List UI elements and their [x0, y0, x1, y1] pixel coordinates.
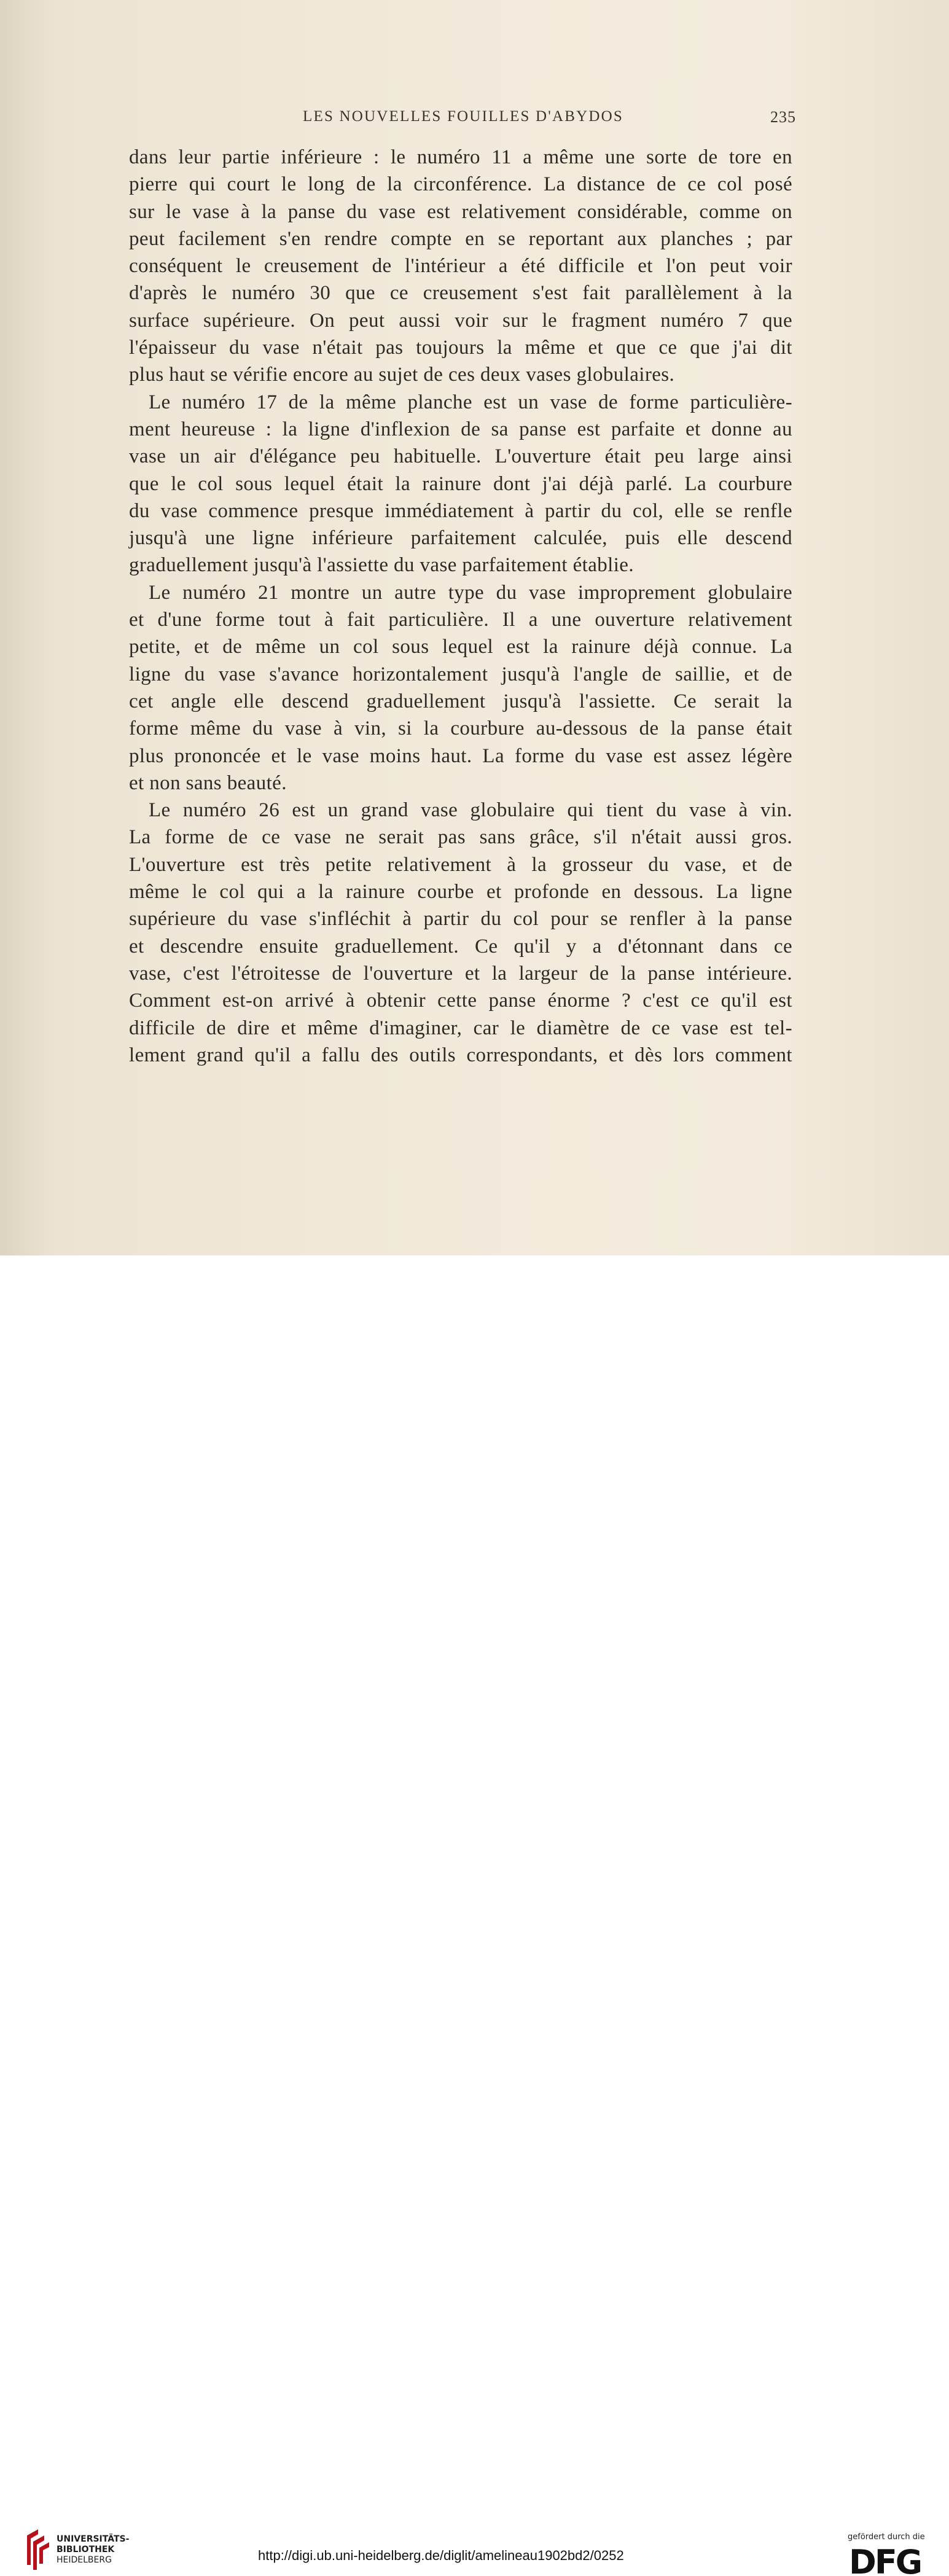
footer-bar — [0, 1255, 949, 2576]
text-line: que le col sous lequel était la rainure dont j'ai déjà parlé. La courbure — [129, 472, 792, 495]
scanned-page — [0, 0, 949, 1255]
library-name-line: UNIVERSITÄTS- — [57, 2534, 130, 2544]
text-line: plus haut se vérifie encore au sujet de ces deux vases globulaires. — [129, 364, 675, 386]
text-line: supérieure du vase s'infléchit à partir du col pour se renfler à la panse — [129, 908, 792, 931]
funded-by-label: gefördert durch die — [848, 2532, 925, 2542]
text-line: ment heureuse : la ligne d'inflexion de sa panse est parfaite et donne au — [129, 418, 792, 440]
text-line: du vase commence presque immédiatement à partir du col, elle se renfle — [129, 499, 792, 522]
page-number: 235 — [770, 108, 796, 126]
running-title: LES NOUVELLES FOUILLES D'ABYDOS — [303, 108, 624, 125]
library-name-line: BIBLIOTHEK — [57, 2545, 115, 2555]
text-line: jusqu'à une ligne inférieure parfaitement calculée, puis elle descend — [129, 527, 792, 550]
text-line: La forme de ce vase ne serait pas sans grâce, s'il n'était aussi gros. — [129, 826, 792, 849]
library-name-line: HEIDELBERG — [57, 2555, 112, 2565]
text-line: sur le vase à la panse du vase est relativement considérable, comme on — [129, 200, 792, 223]
body-text — [129, 144, 792, 1069]
permalink[interactable]: http://digi.ub.uni-heidelberg.de/diglit/amelineau1902bd2/0252 — [258, 2548, 624, 2563]
text-line: Comment est-on arrivé à obtenir cette panse énorme ? c'est ce qu'il est — [129, 989, 792, 1012]
text-line: surface supérieure. On peut aussi voir sur le fragment numéro 7 que — [129, 309, 792, 332]
text-line: plus prononcée et le vase moins haut. La forme du vase est assez légère — [129, 744, 792, 767]
text-line: vase, c'est l'étroitesse de l'ouverture et la largeur de la panse intérieure. — [129, 962, 792, 985]
dfg-logo-icon — [849, 2545, 932, 2576]
text-line: Le numéro 17 de la même planche est un vase de forme particulière- — [149, 391, 792, 413]
page-header — [134, 108, 796, 133]
text-line: Le numéro 26 est un grand vase globulaire qui tient du vase à vin. — [149, 799, 792, 822]
text-line: L'ouverture est très petite relativement à la grosseur du vase, et de — [129, 853, 792, 876]
text-line: forme même du vase à vin, si la courbure au-dessous de la panse était — [129, 717, 792, 740]
text-line: d'après le numéro 30 que ce creusement s'est fait parallèlement à la — [129, 282, 792, 305]
text-line: cet angle elle descend graduellement jusqu'à l'assiette. Ce serait la — [129, 690, 792, 712]
text-line: et d'une forme tout à fait particulière. Il a une ouverture relativement — [129, 609, 792, 631]
text-line: et non sans beauté. — [129, 771, 287, 794]
text-line: Le numéro 21 montre un autre type du vase improprement globulaire — [149, 581, 792, 604]
text-line: difficile de dire et même d'imaginer, car le diamètre de ce vase est tel- — [129, 1017, 792, 1039]
dfg-logo-text: DFG — [849, 2545, 921, 2576]
text-line: pierre qui court le long de la circonférence. La distance de ce col posé — [129, 173, 792, 196]
text-line: peut facilement s'en rendre compte en se reportant aux planches ; par — [129, 227, 792, 250]
text-line: conséquent le creusement de l'intérieur a été difficile et l'on peut voir — [129, 255, 792, 278]
library-logo-icon — [23, 2528, 50, 2571]
text-line: graduellement jusqu'à l'assiette du vase parfaitement établie. — [129, 554, 634, 577]
text-line: dans leur partie inférieure : le numéro 11 a même une sorte de tore en — [129, 146, 792, 168]
text-line: et descendre ensuite graduellement. Ce qu'il y a d'étonnant dans ce — [129, 935, 792, 958]
text-line: même le col qui a la rainure courbe et profonde en dessous. La ligne — [129, 881, 792, 904]
text-line: petite, et de même un col sous lequel est la rainure déjà connue. La — [129, 636, 792, 658]
text-line: l'épaisseur du vase n'était pas toujours la même et que ce que j'ai dit — [129, 337, 792, 359]
text-line: lement grand qu'il a fallu des outils correspondants, et dès lors comment — [129, 1044, 792, 1066]
text-line: ligne du vase s'avance horizontalement jusqu'à l'angle de saillie, et de — [129, 663, 792, 685]
library-name — [57, 2534, 129, 2566]
text-line: vase un air d'élégance peu habituelle. L'ouverture était peu large ainsi — [129, 445, 792, 468]
